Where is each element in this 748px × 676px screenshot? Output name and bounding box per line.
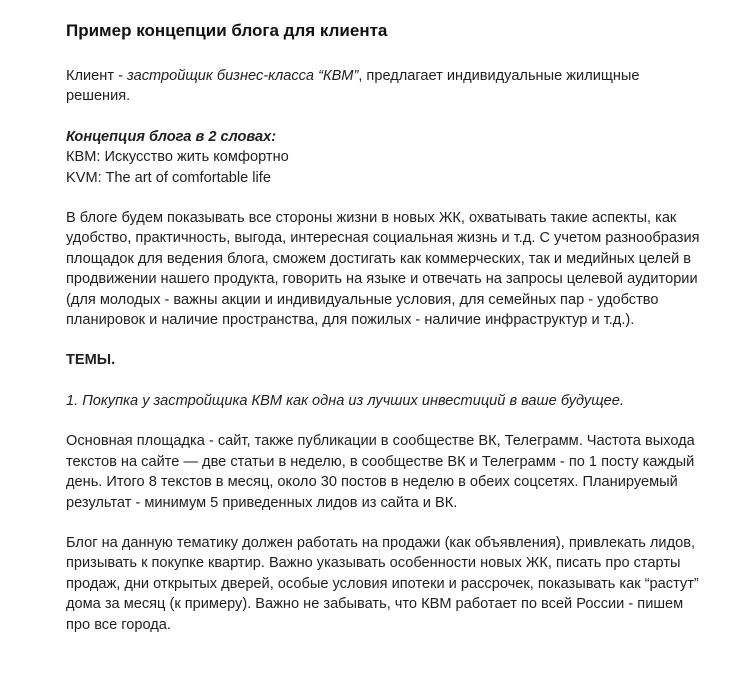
concept-heading: Концепция блога в 2 словах: [66, 128, 277, 145]
concept-ru: КВМ: Искусство жить комфортно [66, 149, 289, 166]
client-suffix: , предлагает индивидуальные жилищные решения. [66, 68, 640, 105]
spacer [66, 330, 706, 350]
client-paragraph [66, 66, 706, 107]
topic-1: 1. Покупка у застройщика КВМ как одна из лучших инвестиций в ваше будущее. [66, 392, 624, 409]
spacer [66, 411, 706, 431]
blog-paragraph: Блог на данную тематику должен работать на продажи (как объявления), привлекать лидов, призывать к покупке квартир. Важно указывать особенности новых ЖК, писать про старты продаж, дни открытых дверей, особые условия ипотеки и рассрочек, показывать как “растут” дома за месяц (к примеру). Важно не забывать, что КВМ работает по всей России - пишем про все города. [66, 534, 699, 633]
client-description: застройщик бизнес-класса “КВМ” [127, 68, 359, 84]
spacer [66, 513, 706, 533]
document-title: Пример концепции блога для клиента [66, 21, 388, 40]
platform-paragraph: Основная площадка - сайт, также публикации в сообществе ВК, Телеграмм. Частота выхода текстов на сайте — две статьи в неделю, в сообществе ВК и Телеграмм - по 1 посту каждый день. Итого 8 текстов в месяц, около 30 постов в неделю в обеих соцсетях. Планируемый результат - минимум 5 приведенных лидов из сайта и ВК. [66, 433, 695, 511]
client-prefix: Клиент - [66, 68, 127, 84]
spacer [66, 44, 706, 66]
spacer [66, 107, 706, 127]
document-body [66, 18, 706, 635]
intro-paragraph: В блоге будем показывать все стороны жизни в новых ЖК, охватывать такие аспекты, как удобство, практичность, выгода, интересная социальная жизнь и т.д. С учетом разнообразия площадок для ведения блога, сможем достигать как коммерческих, так и медийных целей в продвижении нашего продукта, говорить на языке и отвечать на запросы целевой аудитории (для молодых - важны акции и индивидуальные условия, для семейных пар - удобство планировок и наличие пространства, для пожилых - наличие инфраструктур и т.д.). [66, 210, 700, 329]
spacer [66, 188, 706, 208]
spacer [66, 371, 706, 391]
concept-en: KVM: The art of comfortable life [66, 169, 271, 186]
topics-heading: ТЕМЫ. [66, 352, 116, 369]
